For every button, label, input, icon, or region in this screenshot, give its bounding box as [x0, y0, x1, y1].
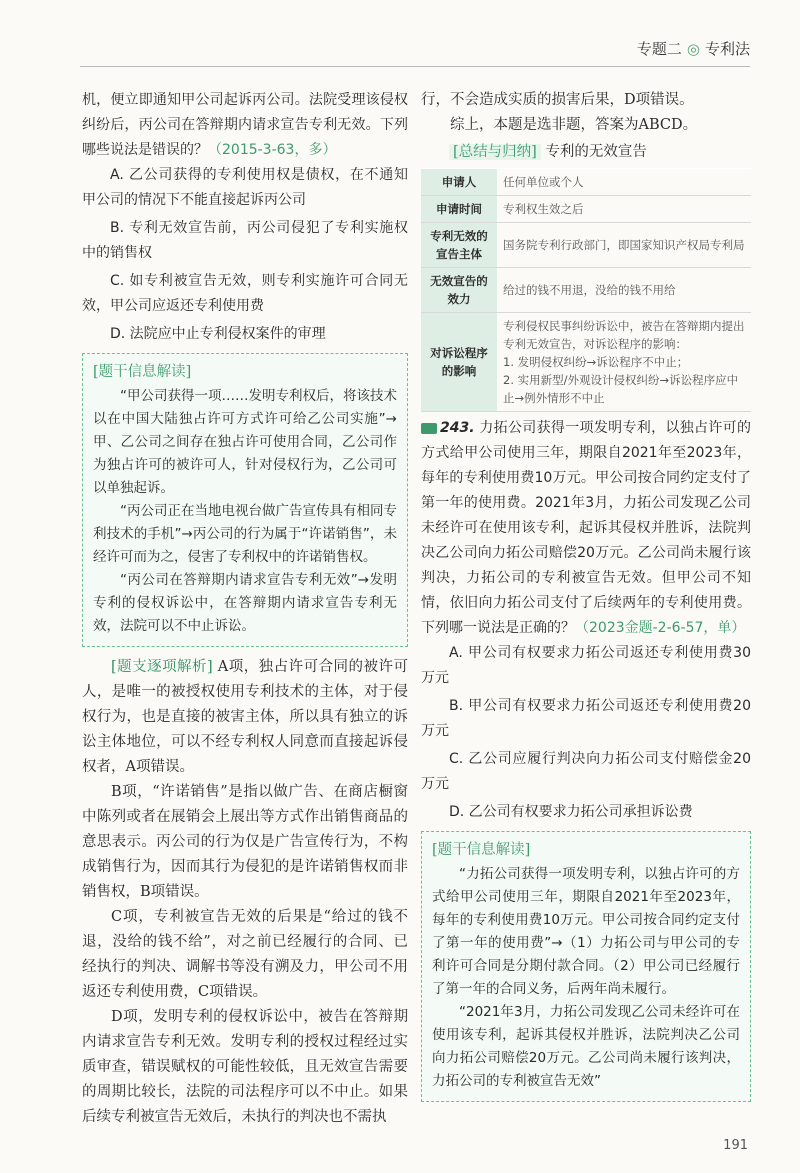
option-b: B. 甲公司有权要求力拓公司返还专利使用费20万元: [421, 698, 751, 739]
question-number: 243.: [440, 420, 475, 436]
separator-icon: ◎: [686, 40, 700, 58]
analysis-c: C项，专利被宣告无效的后果是“给过的钱不退，没给的钱不给”，对之前已经履行的合同、已经执行的判决、调解书等没有溯及力，甲公司不用返还专利使用费，C项错误。: [82, 909, 408, 1000]
table-value: 国务院专利行政部门，即国家知识产权局专利局: [497, 223, 751, 268]
question-text: 力拓公司获得一项发明专利，以独占许可的方式给甲公司使用三年，期限自2021年至2023年，每年的专利使用费10万元。甲公司按合同约定支付了第一年的使用费。2021年3月，力拓公司发现乙公司未经许可在使用该专利，起诉其侵权并胜诉，法院判决乙公司向力拓公司赔偿20万元。乙公司尚未履行该判决，力拓公司的专利被宣告无效。但甲公司不知情，依旧向力拓公司支付了后续两年的专利使用费。下列哪一说法是正确的？: [421, 420, 751, 636]
table-value: 给过的钱不用退，没给的钱不用给: [497, 268, 751, 313]
question-source: （2023金题-2-6-57，单）: [575, 620, 746, 636]
summary-table: [421, 168, 751, 412]
question-source: （2015-3-63，多）: [208, 142, 337, 158]
table-key: 对诉讼程序的影响: [421, 313, 497, 412]
table-value: 专利侵权民事纠纷诉讼中，被告在答辩期内提出专利无效宣告，对诉讼程序的影响： 1. 发明侵权纠纷→诉讼程序不中止； 2. 实用新型/外观设计侵权纠纷→诉讼程序应中止→例外情形不中止: [497, 313, 751, 412]
interpretation-para: “丙公司在答辩期内请求宣告专利无效”→发明专利的侵权诉讼中，在答辩期内请求宣告专利无效，法院可以不中止诉讼。: [93, 572, 397, 634]
analysis-a: [82, 655, 408, 780]
table-row: [421, 268, 751, 313]
interpretation-para: “甲公司获得一项……发明专利权后，将该技术以在中国大陆独占许可方式许可给乙公司实施”→甲、乙公司之间存在独占许可使用合同，乙公司作为独占许可的被许可人，针对侵权行为，乙公司可以单独起诉。: [93, 388, 397, 496]
right-column: [421, 88, 751, 1110]
running-header: [637, 38, 750, 59]
table-key: 专利无效的宣告主体: [421, 223, 497, 268]
option-a: A. 乙公司获得的专利使用权是债权，在不通知甲公司的情况下不能直接起诉丙公司: [82, 167, 408, 208]
question-243: [421, 416, 751, 641]
table-key: 申请人: [421, 169, 497, 196]
interpretation-para: “丙公司正在当地电视台做广告宣传具有相同专利技术的手机”→丙公司的行为属于“许诺销售”，未经许可而为之，侵害了专利权中的许诺销售权。: [93, 503, 397, 565]
interpretation-para: “力拓公司获得一项发明专利，以独占许可的方式给甲公司使用三年，期限自2021年至2023年，每年的专利使用费10万元。甲公司按合同约定支付了第一年的使用费”→（1）力拓公司与甲公司的专利许可合同是分期付款合同。（2）甲公司已经履行了第一年的合同义务，后两年尚未履行。: [432, 866, 740, 997]
page-number: 191: [723, 1138, 748, 1153]
option-c: C. 如专利被宣告无效，则专利实施许可合同无效，甲公司应返还专利使用费: [82, 273, 408, 314]
option-a: A. 甲公司有权要求力拓公司返还专利使用费30万元: [421, 645, 751, 686]
summary-tag: [总结与归纳]: [449, 144, 541, 160]
option-d: D. 乙公司有权要求力拓公司承担诉讼费: [449, 804, 693, 820]
table-value: 专利权生效之后: [497, 196, 751, 223]
option-b: B. 专利无效宣告前，丙公司侵犯了专利实施权中的销售权: [82, 220, 408, 261]
table-row: [421, 313, 751, 412]
analysis-a-text: A项，独占许可合同的被许可人，是唯一的被授权使用专利技术的主体，对于侵权行为，也是直接的被害主体，所以具有独立的诉讼主体地位，可以不经专利权人同意而直接起诉侵权者，A项错误。: [82, 659, 408, 775]
stem-interpretation-box: [82, 353, 408, 647]
summary-title: 专利的无效宣告: [545, 144, 647, 160]
interpretation-para: “2021年3月，力拓公司发现乙公司未经许可在使用该专利，起诉其侵权并胜诉，法院判决乙公司向力拓公司赔偿20万元。乙公司尚未履行该判决，力拓公司的专利被宣告无效”: [432, 1004, 740, 1089]
box-title: [题干信息解读]: [93, 364, 192, 380]
answer-line: 综上，本题是选非题，答案为ABCD。: [450, 117, 698, 133]
table-key: 申请时间: [421, 196, 497, 223]
question-text: 机，便立即通知甲公司起诉丙公司。法院受理该侵权纠纷后，丙公司在答辩期内请求宣告专利无效。下列哪些说法是错误的？: [82, 92, 408, 158]
stem-interpretation-box: [421, 831, 751, 1102]
table-key: 无效宣告的效力: [421, 268, 497, 313]
analysis-d: D项，发明专利的侵权诉讼中，被告在答辩期内请求宣告专利无效。发明专利的授权过程经过实质审查，错误赋权的可能性较低，且无效宣告需要的周期比较长，法院的司法程序可以不中止。如果后续专利被宣告无效后，未执行的判决也不需执: [82, 1009, 408, 1125]
left-column: [82, 88, 408, 1130]
question-tail: [82, 88, 408, 163]
table-row: [421, 169, 751, 196]
box-title: [题干信息解读]: [432, 842, 531, 858]
summary-heading: [449, 140, 751, 164]
chapter-title: 专利法: [704, 40, 750, 58]
table-row: [421, 196, 751, 223]
table-row: [421, 223, 751, 268]
analysis-tag: [题支逐项解析]: [111, 659, 213, 675]
analysis-b: B项，“许诺销售”是指以做广告、在商店橱窗中陈列或者在展销会上展出等方式作出销售商品的意思表示。丙公司的行为仅是广告宣传行为，不构成销售行为，因而其行为侵犯的是许诺销售权而非销售权，B项错误。: [82, 784, 408, 900]
table-value: 任何单位或个人: [497, 169, 751, 196]
option-c: C. 乙公司应履行判决向力拓公司支付赔偿金20万元: [421, 751, 751, 792]
section-label: 专题二: [636, 40, 682, 58]
header-rule: [80, 66, 750, 67]
option-d: D. 法院应中止专利侵权案件的审理: [110, 326, 326, 342]
question-marker-icon: [421, 423, 437, 434]
analysis-d-continued: 行，不会造成实质的损害后果，D项错误。: [421, 92, 694, 108]
